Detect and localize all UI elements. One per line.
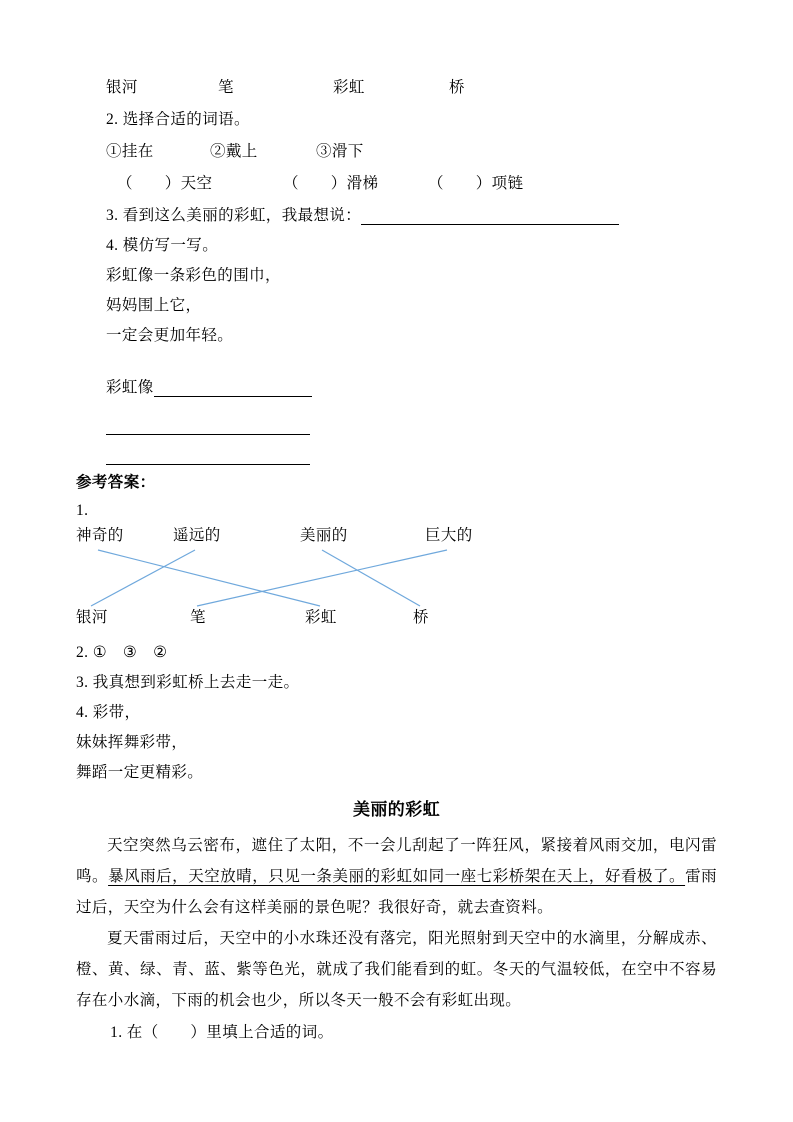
answer-4-line: 妹妹挥舞彩带， — [76, 734, 188, 751]
reading-section — [76, 796, 717, 1048]
question-3-label: 3. 看到这么美丽的彩虹，我最想说： — [106, 207, 362, 224]
match-word-top: 美丽的 — [300, 527, 348, 544]
question-3 — [106, 201, 619, 231]
answer-key-heading: 参考答案： — [76, 474, 156, 491]
word-bank-word: 彩虹 — [333, 79, 365, 96]
answer-blank-line — [106, 444, 310, 465]
match-word-top: 遥远的 — [173, 527, 221, 544]
write-prompt-line — [106, 373, 312, 403]
answer-4-line: 舞蹈一定更精彩。 — [76, 764, 204, 781]
answer-3: 3. 我真想到彩虹桥上去走一走。 — [76, 674, 300, 691]
answer-2: 2. ① ③ ② — [76, 644, 168, 661]
write-blank-line — [106, 441, 310, 471]
write-blank-line — [106, 411, 310, 441]
reading-paragraph: 夏天雷雨过后，天空中的小水珠还没有落完，阳光照射到天空中的水滴里，分解成赤、橙、黄、绿、青、蓝、紫等色光，就成了我们能看到的虹。冬天的气温较低，在空中不容易存在小水滴，下雨的机会也少，所以冬天一般不会有彩虹出现。 — [76, 930, 717, 1009]
question-2-options — [106, 137, 746, 167]
fill-blank-phrase: （ ）滑梯 — [283, 175, 379, 192]
answer-1-label: 1. — [76, 502, 89, 519]
example-line: 一定会更加年轻。 — [106, 327, 234, 344]
word-bank-word: 桥 — [449, 79, 465, 96]
answer-blank-line — [154, 376, 312, 397]
answer-4-line: 4. 彩带， — [76, 704, 141, 721]
word-bank-word: 银河 — [106, 79, 138, 96]
fill-blank-phrase: （ ）项链 — [428, 175, 524, 192]
reading-p1-after: 雷雨过后，天空为什么会有这样美丽的景色呢？我很好奇，就去查资料。 — [76, 868, 717, 916]
question-2-blanks — [117, 169, 757, 199]
match-top-row — [76, 521, 716, 551]
answer-blank-line — [106, 414, 310, 435]
answer-blank-line — [361, 204, 619, 225]
match-bottom-row — [76, 603, 716, 633]
match-word-top: 神奇的 — [76, 527, 124, 544]
reading-p1-before: 天空突然乌云密布，遮住了太阳，不一会儿刮起了一阵狂风，紧接着风雨交加，电闪雷鸣。 — [76, 837, 717, 885]
match-lines-svg — [76, 549, 556, 607]
fill-blank-phrase: （ ）天空 — [117, 175, 213, 192]
reading-p1-underlined: 暴风雨后，天空放晴，只见一条美丽的彩虹如同一座七彩桥架在天上，好看极了。 — [108, 868, 686, 885]
reading-question-1: 1. 在（ ）里填上合适的词。 — [110, 1024, 334, 1041]
option-item: ②戴上 — [210, 143, 258, 160]
option-item: ③滑下 — [316, 143, 364, 160]
reading-title: 美丽的彩虹 — [353, 800, 440, 819]
word-bank-word: 笔 — [218, 79, 234, 96]
question-2-label: 2. 选择合适的词语。 — [106, 111, 250, 128]
question-4-label: 4. 模仿写一写。 — [106, 237, 219, 254]
match-word-bottom: 桥 — [413, 609, 429, 626]
option-item: ①挂在 — [106, 143, 154, 160]
example-line: 彩虹像一条彩色的围巾， — [106, 267, 281, 284]
match-word-bottom: 银河 — [76, 609, 108, 626]
example-line: 妈妈围上它， — [106, 297, 202, 314]
match-word-top: 巨大的 — [425, 527, 473, 544]
word-bank-row — [106, 73, 746, 103]
match-word-bottom: 笔 — [190, 609, 206, 626]
match-word-bottom: 彩虹 — [305, 609, 337, 626]
write-prompt: 彩虹像 — [106, 379, 154, 396]
reading-paragraph — [76, 830, 717, 923]
